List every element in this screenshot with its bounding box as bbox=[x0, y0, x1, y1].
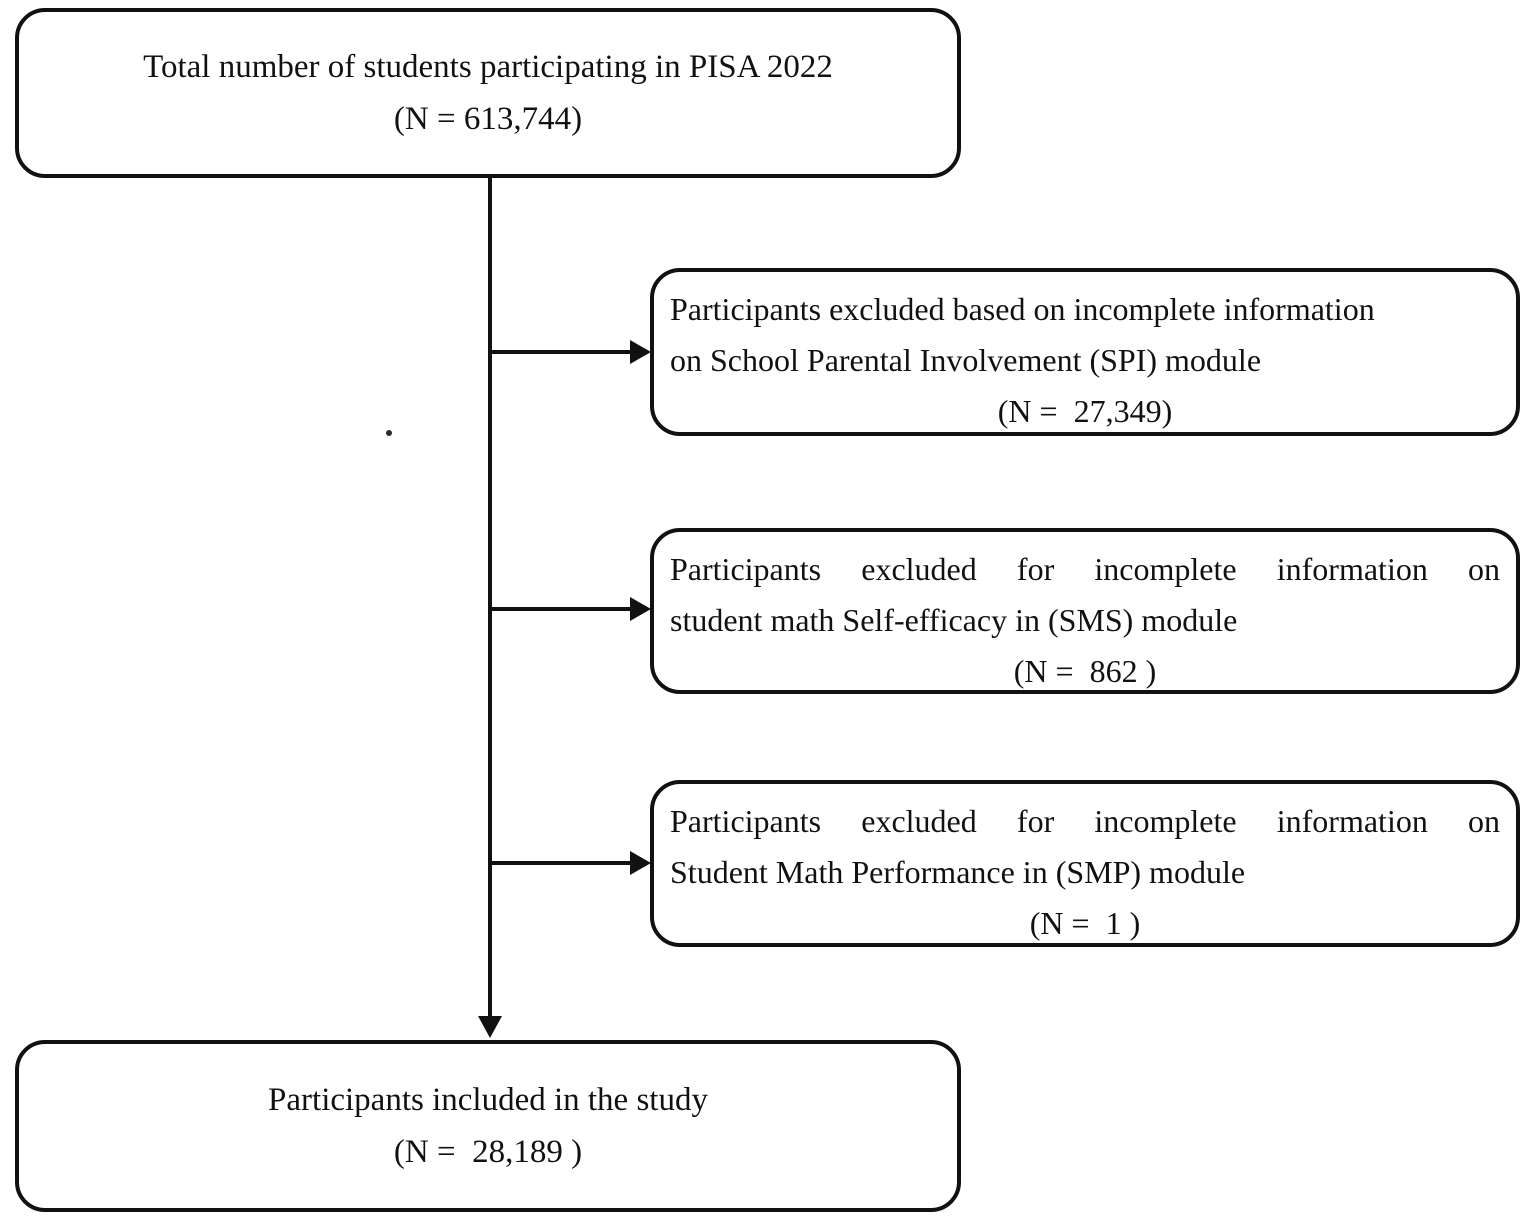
right-arrowhead-sms bbox=[630, 597, 651, 621]
exclusion-spi-n: (N = 27,349) bbox=[997, 393, 1173, 429]
main-vertical-connector bbox=[488, 178, 492, 1020]
branch-connector-smp bbox=[490, 861, 632, 865]
branch-connector-sms bbox=[490, 607, 632, 611]
total-participants-box bbox=[15, 8, 961, 178]
total-participants-text: Total number of students participating in PISA 2022 bbox=[143, 49, 833, 85]
exclusion-smp-line1: Participants excluded for incomplete information on bbox=[670, 803, 1500, 839]
exclusion-smp-line2: Student Math Performance in (SMP) module bbox=[670, 854, 1246, 890]
exclusion-sms-line1: Participants excluded for incomplete information on bbox=[670, 551, 1500, 587]
total-participants-n: (N = 613,744) bbox=[393, 101, 583, 137]
included-participants-n: (N = 28,189 ) bbox=[393, 1134, 583, 1170]
exclusion-box-smp bbox=[650, 780, 1520, 947]
stray-dot bbox=[386, 430, 392, 436]
included-participants-box bbox=[15, 1040, 961, 1212]
exclusion-spi-line2: on School Parental Involvement (SPI) module bbox=[670, 342, 1262, 378]
included-participants-text: Participants included in the study bbox=[268, 1082, 708, 1118]
exclusion-box-sms bbox=[650, 528, 1520, 694]
exclusion-sms-line2: student math Self-efficacy in (SMS) module bbox=[670, 602, 1238, 638]
right-arrowhead-spi bbox=[630, 340, 651, 364]
right-arrowhead-smp bbox=[630, 851, 651, 875]
exclusion-sms-n: (N = 862 ) bbox=[1013, 653, 1157, 689]
branch-connector-spi bbox=[490, 350, 632, 354]
exclusion-box-spi bbox=[650, 268, 1520, 436]
exclusion-smp-n: (N = 1 ) bbox=[1029, 905, 1141, 941]
exclusion-spi-line1: Participants excluded based on incomplete information bbox=[670, 291, 1375, 327]
down-arrowhead bbox=[478, 1016, 502, 1038]
